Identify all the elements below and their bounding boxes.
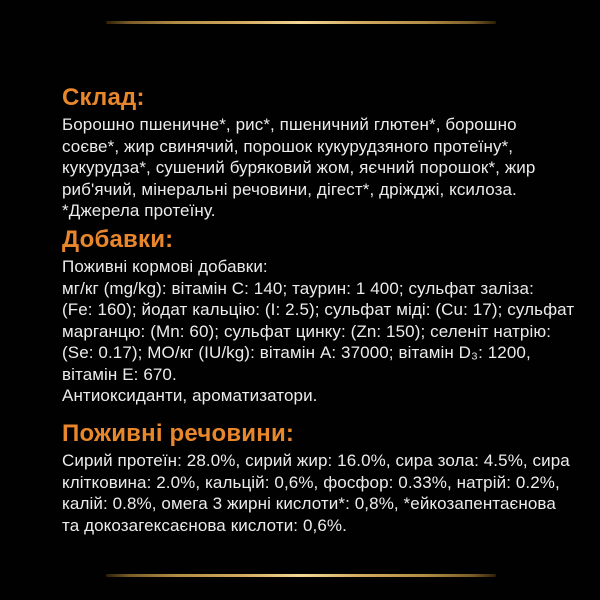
additives-line: марганцю: (Mn: 60); сульфат цинку: (Zn: 150); селеніт натрію: [62, 321, 552, 341]
section-additives [62, 226, 574, 407]
nutrients-line: калій: 0.8%, омега 3 жирні кислоти*: 0,8%, *ейкозапентаєнова [62, 494, 556, 513]
nutrients-line: клітковина: 2.0%, кальцій: 0,6%, фосфор: 0.33%, натрій: 0.2%, [62, 472, 560, 492]
section-composition [62, 84, 574, 222]
top-divider-line [106, 21, 496, 24]
composition-line: Борошно пшеничне*, рис*, пшеничний глютен*, борошно [62, 115, 517, 134]
composition-line: риб'ячий, мінеральні речовини, дігест*, дріжджі, ксилоза. [62, 179, 517, 199]
antioxidants-line: Антиоксиданти, ароматизатори. [62, 386, 318, 405]
composition-body [62, 114, 574, 222]
composition-line: соєве*, жир свинячий, порошок кукурудзяного протеїну*, [62, 136, 514, 156]
additives-line: мг/кг (mg/kg): вітамін C: 140; таурин: 1 400; сульфат заліза: [62, 278, 534, 298]
bottom-divider-line [106, 574, 496, 577]
composition-heading: Склад: [62, 84, 145, 111]
additives-heading: Добавки: [62, 226, 174, 253]
nutrients-line: та докозагексаєнова кислоти: 0,6%. [62, 515, 347, 535]
section-nutrients [62, 420, 574, 536]
nutrients-heading: Поживні речовини: [62, 420, 295, 447]
composition-line: кукурудза*, сушений буряковий жом, яєчний порошок*, жир [62, 158, 536, 177]
additives-line: (Se: 0.17); МО/кг (IU/kg): вітамін A: 37000; вітамін D₃: 1200, [62, 343, 531, 362]
nutrients-line: Сирий протеїн: 28.0%, сирий жир: 16.0%, сира зола: 4.5%, сира [62, 451, 570, 470]
additives-line: Поживні кормові добавки: [62, 257, 268, 276]
nutrients-body [62, 450, 574, 536]
additives-line: вітамін E: 670. [62, 364, 177, 384]
additives-body [62, 256, 574, 407]
protein-source-footnote: *Джерела протеїну. [62, 201, 216, 220]
additives-line: (Fe: 160); йодат кальцію: (I: 2.5); сульфат міді: (Cu: 17); сульфат [62, 300, 575, 319]
